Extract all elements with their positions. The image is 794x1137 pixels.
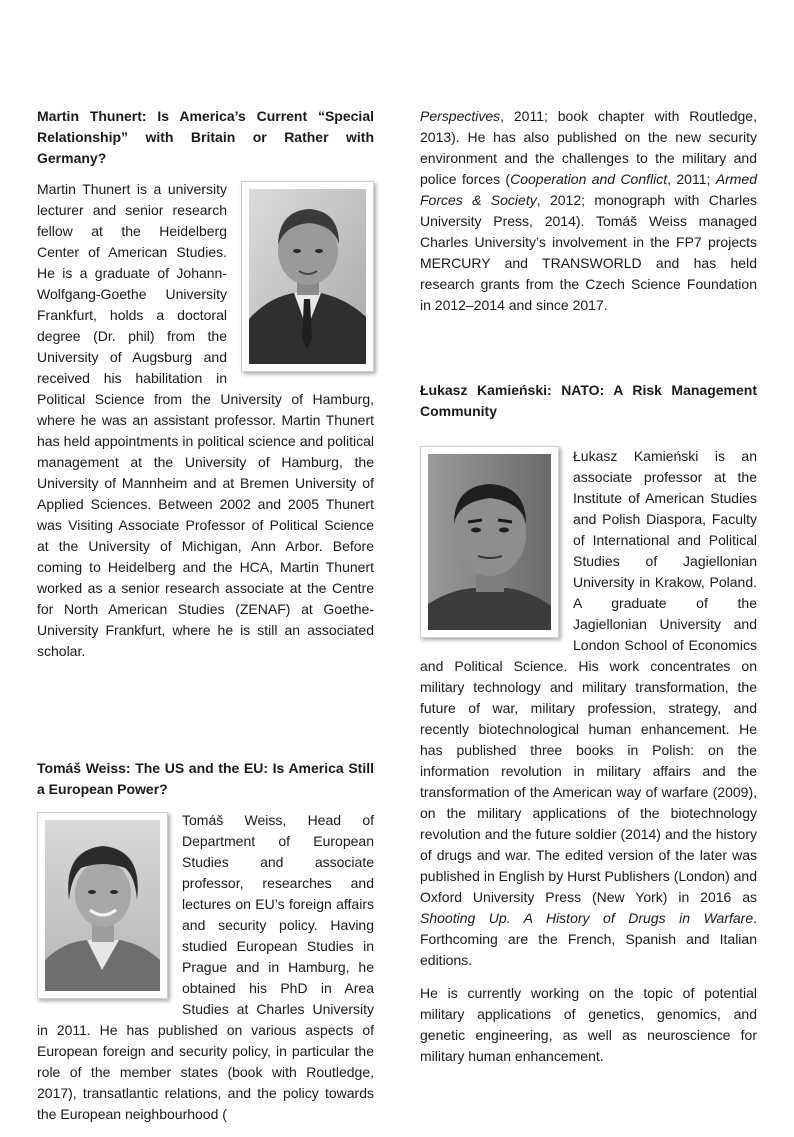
weiss-em-cooperation: Cooperation and Conflict — [510, 171, 668, 187]
weiss-bio-part1: Tomáš Weiss, Head of Department of European Studies and associate professor, researches and lectures on EU’s foreign affairs and security policy. Having studied European Studies in Prague and in Hamburg, he obtained his PhD in Area Studies at Charles University in 2011. He has published on various aspects of European foreign and security policy, in particular the role of the member states (book with Routledge, 2017), transatlantic relations, and the policy towards the European neighbourhood ( — [37, 812, 374, 1122]
thunert-photo — [241, 181, 374, 372]
weiss-em-perspectives: Perspectives — [420, 108, 501, 124]
weiss-bio-continued — [420, 106, 757, 316]
thunert-title: Martin Thunert: Is America’s Current “Special Relationship” with Britain or Rather with Germany? — [37, 108, 374, 166]
kamienski-photo — [420, 446, 559, 638]
weiss-bio-part3: , 2011; — [667, 171, 716, 187]
kamienski-bio-2: He is currently working on the topic of potential military applications of genetics, genomics, and genetic engineering, as well as neuroscience for military human enhancement. — [420, 985, 757, 1064]
kamienski-bio-part2: . Forthcoming are the French, Spanish and Italian editions. — [420, 910, 757, 968]
right-column — [420, 106, 757, 1079]
weiss-bio-part2: , 2011; book chapter with Routledge, 2013). He has also published on the new security environment and the challenges to the military and police forces ( — [420, 108, 757, 187]
thunert-bio: Martin Thunert is a university lecturer and senior research fellow at the Heidelberg Center of American Studies. He is a graduate of Johann-Wolfgang-Goethe University Frankfurt, holds a doctoral degree (Dr. phil) from the University of Augsburg and received his habilitation in Political Science from the University of Hamburg, where he was an assistant professor. Martin Thunert has held appointments in political science and political management at the University of Hamburg, the University of Mannheim and at Bremen University of Applied Sciences. Between 2002 and 2005 Thunert was Visiting Associate Professor of Political Science at the University of Michigan, Ann Arbor. Before coming to Heidelberg and the HCA, Martin Thunert worked as a senior research associate at the Centre for North American Studies (ZENAF) at Goethe-University Frankfurt, where he is still an associated scholar. — [37, 181, 374, 659]
weiss-bio-part4: , 2012; monograph with Charles University Press, 2014). Tomáš Weiss managed Charles University’s involvement in the FP7 projects MERCURY and TRANSWORLD and has held research grants from the Czech Science Foundation in 2012–2014 and since 2017. — [420, 192, 757, 313]
thunert-section — [37, 106, 374, 662]
weiss-em-armed-forces: Armed Forces & Society — [420, 171, 757, 208]
weiss-title: Tomáš Weiss: The US and the EU: Is America Still a European Power? — [37, 760, 374, 797]
weiss-section — [37, 758, 374, 1125]
kamienski-title: Łukasz Kamieński: NATO: A Risk Management Community — [420, 382, 757, 419]
kamienski-bio-part1: Łukasz Kamieński is an associate professor at the Institute of American Studies and Polish Diaspora, Faculty of International and Political Studies of Jagiellonian University in Krakow, Poland. A graduate of the Jagiellonian University and London School of Economics and Political Science. His work concentrates on military technology and military transformation, the future of war, military profession, strategy, and recently biotechnological human enhancement. He has published three books in Polish: on the information revolution in military affairs and the transformation of the American way of warfare (2009), on the military applications of the biotechnology revolution and the future soldier (2014) and the history of drugs and war. The edited version of the later was published in English by Hurst Publishers (London) and Oxford University Press (New York) in 2016 as — [420, 448, 757, 905]
weiss-photo — [37, 812, 168, 999]
kamienski-em-book: Shooting Up. A History of Drugs in Warfare — [420, 910, 754, 926]
kamienski-section — [420, 380, 757, 1067]
left-column — [37, 106, 374, 1137]
